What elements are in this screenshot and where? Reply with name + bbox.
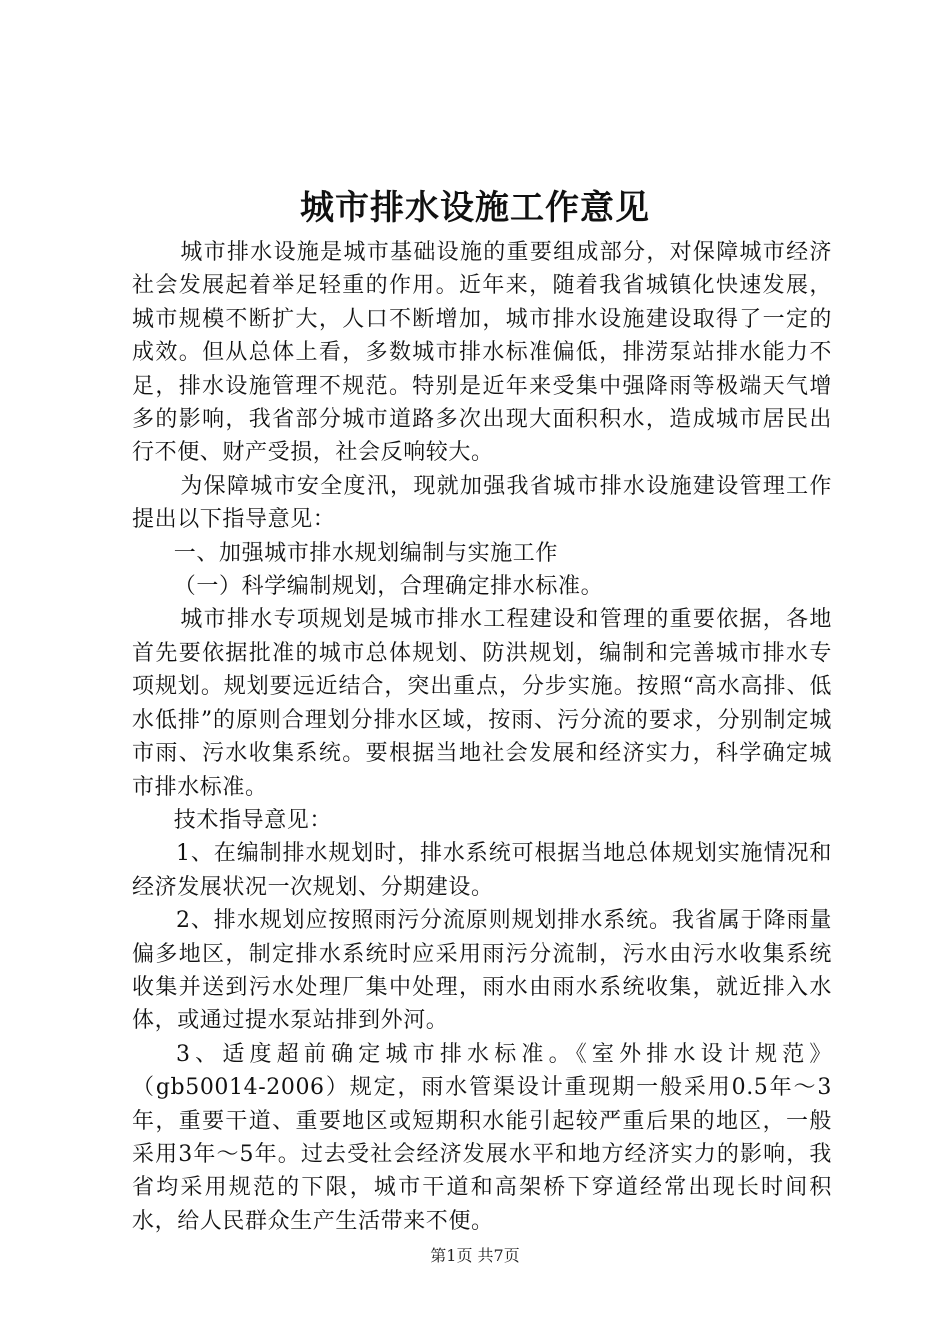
- page-number-footer: 第1页 共7页: [430, 1246, 520, 1265]
- guidance-item-1: 1、在编制排水规划时，排水系统可根据当地总体规划实施情况和经济发展状况一次规划、分期建设。: [132, 841, 832, 900]
- document-title: 城市排水设施工作意见: [300, 188, 650, 228]
- paragraph-intro: 城市排水设施是城市基础设施的重要组成部分，对保障城市经济社会发展起着举足轻重的作用。近年来，随着我省城镇化快速发展，城市规模不断扩大，人口不断增加，城市排水设施建设取得了一定的成效。但从总体上看，多数城市排水标准偏低，排涝泵站排水能力不足，排水设施管理不规范。特别是近年来受集中强降雨等极端天气增多的影响，我省部分城市道路多次出现大面积积水，造成城市居民出行不便、财产受损，社会反响较大。: [132, 240, 832, 466]
- technical-guidance-label: 技术指导意见：: [173, 807, 332, 833]
- section-heading-1: 一、加强城市排水规划编制与实施工作: [173, 540, 558, 566]
- paragraph-planning: 城市排水专项规划是城市排水工程建设和管理的重要依据，各地首先要依据批准的城市总体规划、防洪规划，编制和完善城市排水专项规划。规划要远近结合，突出重点，分步实施。按照“高水高排、低水低排”的原则合理划分排水区域，按雨、污分流的要求，分别制定城市雨、污水收集系统。要根据当地社会发展和经济实力，科学确定城市排水标准。: [132, 607, 832, 800]
- guidance-item-2: 2、排水规划应按照雨污分流原则规划排水系统。我省属于降雨量偏多地区，制定排水系统时应采用雨污分流制，污水由污水收集系统收集并送到污水处理厂集中处理，雨水由雨水系统收集，就近排入水体，或通过提水泵站排到外河。: [132, 908, 832, 1034]
- paragraph-purpose: 为保障城市安全度汛，现就加强我省城市排水设施建设管理工作提出以下指导意见：: [132, 473, 832, 533]
- subsection-heading-1: （一）科学编制规划，合理确定排水标准。: [173, 574, 604, 600]
- document-body: [132, 236, 832, 1238]
- guidance-item-3: 3、适度超前确定城市排水标准。《室外排水设计规范》（gb50014-2006）规定，雨水管渠设计重现期一般采用0.5年～3年，重要干道、重要地区或短期积水能引起较严重后果的地区，一般采用3年～5年。过去受社会经济发展水平和地方经济实力的影响，我省均采用规范的下限，城市干道和高架桥下穿道经常出现长时间积水，给人民群众生产生活带来不便。: [132, 1041, 832, 1234]
